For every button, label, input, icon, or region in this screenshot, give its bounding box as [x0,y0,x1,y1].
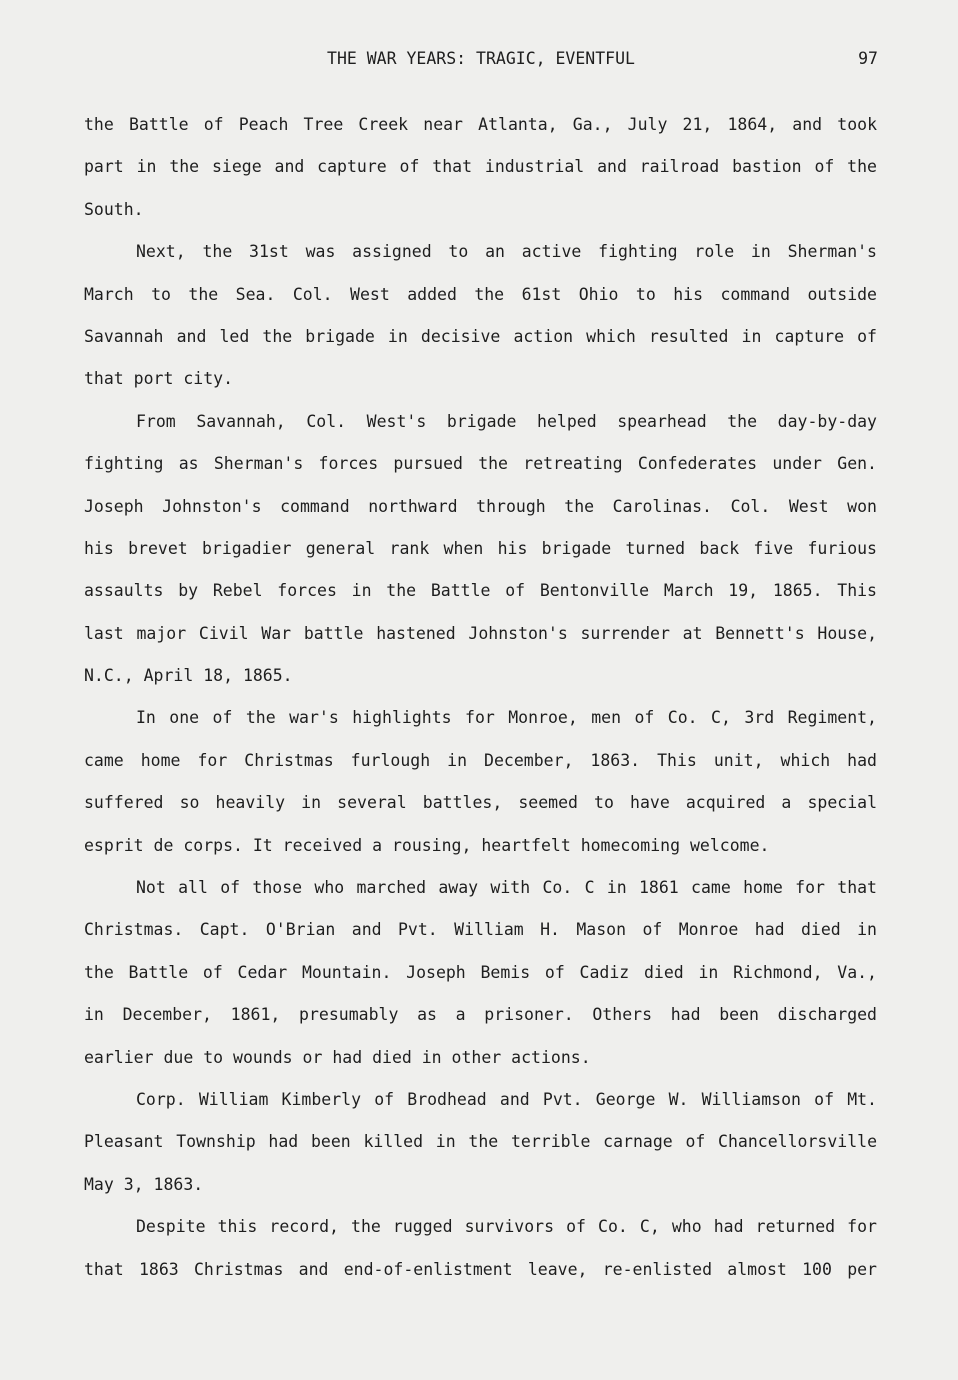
running-header [84,49,878,71]
text-line: Pleasant Township had been killed in the terrible carnage of Chancellorsville [84,1132,877,1152]
text-line: Next, the 31st was assigned to an active fighting role in Sherman's [136,242,877,262]
text-line: fighting as Sherman's forces pursued the retreating Confederates under Gen. [84,454,877,474]
text-line: that 1863 Christmas and end-of-enlistment leave, re-enlisted almost 100 per [84,1259,877,1279]
text-line: Joseph Johnston's command northward through the Carolinas. Col. West won [84,496,877,516]
text-line: Christmas. Capt. O'Brian and Pvt. William H. Mason of Monroe had died in [84,920,877,940]
text-line: esprit de corps. It received a rousing, heartfelt homecoming welcome. [84,835,770,855]
chapter-title: THE WAR YEARS: TRAGIC, EVENTFUL [327,49,635,68]
text-line: From Savannah, Col. West's brigade helped spearhead the day-by-day [136,411,877,431]
text-line: his brevet brigadier general rank when his brigade turned back five furious [84,538,877,558]
text-line: the Battle of Cedar Mountain. Joseph Bemis of Cadiz died in Richmond, Va., [84,962,877,982]
text-line: N.C., April 18, 1865. [84,666,293,686]
text-line: the Battle of Peach Tree Creek near Atlanta, Ga., July 21, 1864, and took [84,115,877,134]
text-line: in December, 1861, presumably as a prisoner. Others had been discharged [84,1005,877,1025]
text-line: Corp. William Kimberly of Brodhead and Pvt. George W. Williamson of Mt. [136,1089,877,1109]
text-line: Not all of those who marched away with Co. C in 1861 came home for that [136,878,877,898]
text-line: In one of the war's highlights for Monroe, men of Co. C, 3rd Regiment, [136,708,877,728]
text-line: suffered so heavily in several battles, seemed to have acquired a special [84,793,877,813]
text-line: South. [84,199,144,219]
text-line: Despite this record, the rugged survivors of Co. C, who had returned for [136,1217,877,1237]
text-line: assaults by Rebel forces in the Battle of Bentonville March 19, 1865. This [84,581,877,601]
page-number: 97 [858,49,878,68]
text-line: earlier due to wounds or had died in other actions. [84,1047,591,1067]
text-line: March to the Sea. Col. West added the 61st Ohio to his command outside [84,284,877,304]
text-line: that port city. [84,369,234,389]
text-line: came home for Christmas furlough in December, 1863. This unit, which had [84,750,877,770]
text-line: Savannah and led the brigade in decisive action which resulted in capture of [84,326,877,346]
body-text [84,110,877,1297]
text-line: May 3, 1863. [84,1174,204,1194]
text-line: last major Civil War battle hastened Johnston's surrender at Bennett's House, [84,623,877,643]
text-line: part in the siege and capture of that industrial and railroad bastion of the [84,157,877,177]
